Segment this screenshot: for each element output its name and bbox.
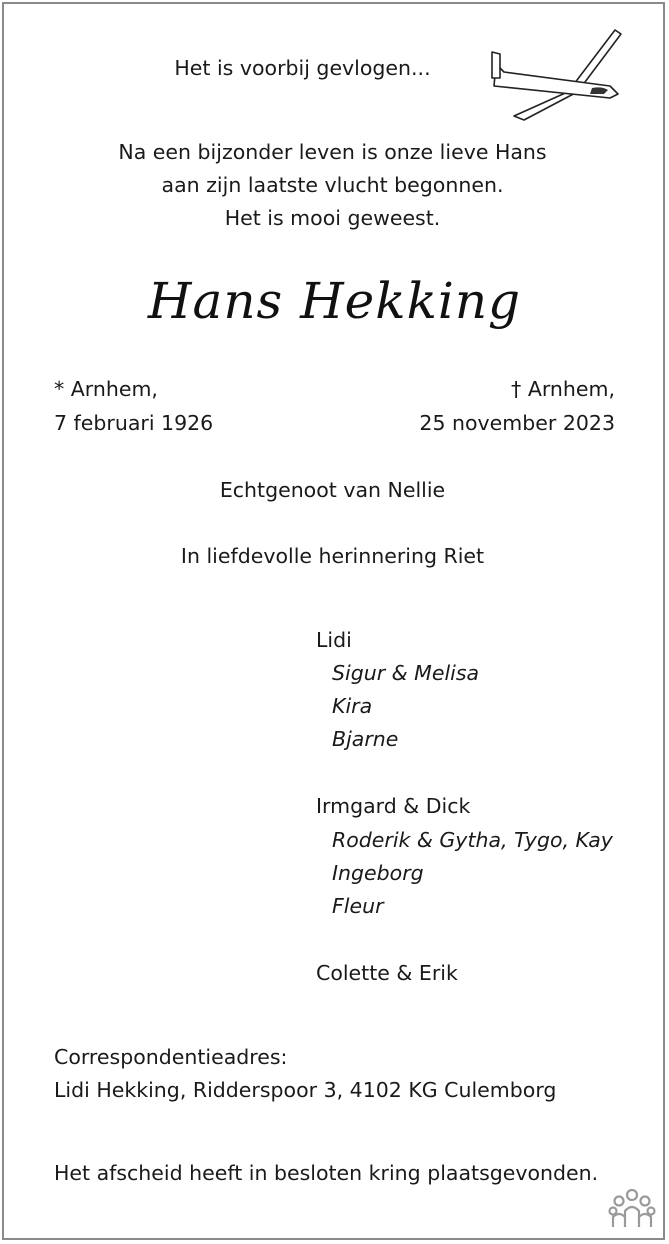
correspondence-label: Correspondentieadres: xyxy=(54,1045,288,1069)
family-parent-3: Colette & Erik xyxy=(316,961,458,985)
farewell-line: Het afscheid heeft in besloten kring plaatsgevonden. xyxy=(54,1161,599,1185)
family-parent-1: Lidi xyxy=(316,628,352,652)
family-child: Kira xyxy=(332,694,373,718)
intro-line-1: Na een bijzonder leven is onze lieve Hans xyxy=(118,140,547,164)
memory-line: In liefdevolle herinnering Riet xyxy=(180,544,485,568)
correspondence-address: Lidi Hekking, Ridderspoor 3, 4102 KG Culemborg xyxy=(54,1078,557,1102)
intro-line-3: Het is mooi geweest. xyxy=(224,206,441,230)
birth-date: 7 februari 1926 xyxy=(54,411,214,435)
intro-line-2: aan zijn laatste vlucht begonnen. xyxy=(161,173,504,197)
family-child: Sigur & Melisa xyxy=(332,661,480,685)
spouse-line: Echtgenoot van Nellie xyxy=(219,478,446,502)
birth-place: * Arnhem, xyxy=(54,377,158,401)
people-logo-icon xyxy=(608,1187,656,1231)
family-child: Bjarne xyxy=(332,727,399,751)
family-child: Fleur xyxy=(332,894,384,918)
family-child: Roderik & Gytha, Tygo, Kay xyxy=(332,828,613,852)
deceased-name: Hans Hekking xyxy=(147,272,522,330)
family-child: Ingeborg xyxy=(332,861,424,885)
family-parent-2: Irmgard & Dick xyxy=(316,794,471,818)
epigraph: Het is voorbij gevlogen... xyxy=(174,56,431,80)
death-date: 25 november 2023 xyxy=(419,411,615,435)
death-place: † Arnhem, xyxy=(511,377,615,401)
